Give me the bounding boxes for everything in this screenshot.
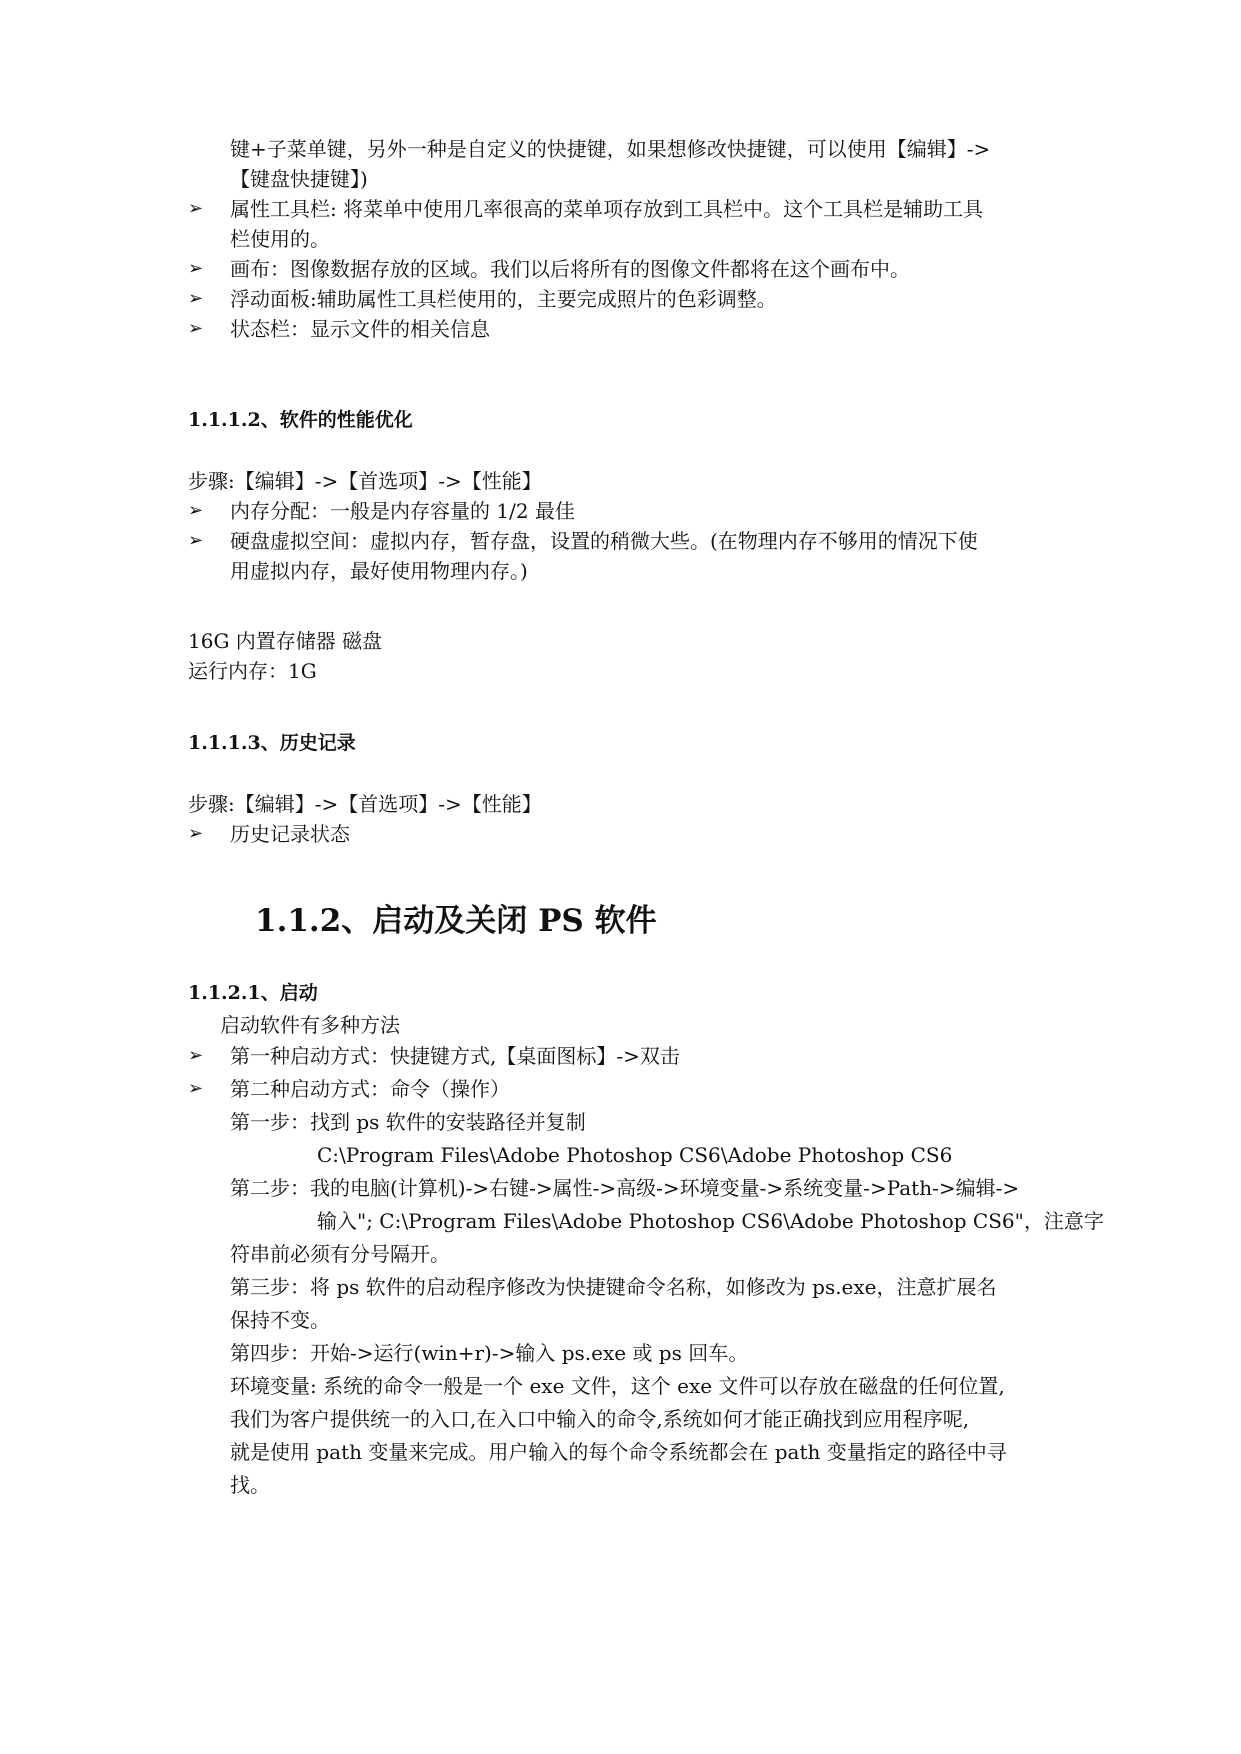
step-text: 第二步：我的电脑(计算机)->右键->属性->高级->环境变量->系统变量->Path->编辑-> bbox=[230, 1176, 1020, 1200]
steps-text: 步骤:【编辑】->【首选项】->【性能】 bbox=[188, 792, 542, 816]
bullet-item-text: 内存分配：一般是内存容量的 1/2 最佳 bbox=[230, 499, 575, 523]
env-text: 找。 bbox=[230, 1473, 270, 1497]
step-text: 第四步：开始->运行(win+r)->输入 ps.exe 或 ps 回车。 bbox=[230, 1341, 749, 1365]
bullet-item-text: 用虚拟内存，最好使用物理内存。) bbox=[230, 559, 528, 583]
bullet-item-text: 第二种启动方式：命令（操作） bbox=[230, 1077, 510, 1101]
steps-text: 步骤:【编辑】->【首选项】->【性能】 bbox=[188, 469, 542, 493]
intro-text: 启动软件有多种方法 bbox=[220, 1013, 400, 1037]
env-text: 就是使用 path 变量来完成。用户输入的每个命令系统都会在 path 变量指定的路径中寻 bbox=[230, 1440, 1007, 1464]
step-text: 保持不变。 bbox=[230, 1308, 330, 1332]
bullet-item-text: 浮动面板:辅助属性工具栏使用的，主要完成照片的色彩调整。 bbox=[230, 287, 777, 311]
bullet-arrow-icon: ➢ bbox=[188, 823, 204, 844]
continuation-text: 【键盘快捷键】) bbox=[230, 167, 368, 191]
step-text: 第一步：找到 ps 软件的安装路径并复制 bbox=[230, 1110, 586, 1134]
note-text: 运行内存：1G bbox=[188, 659, 317, 683]
bullet-arrow-icon: ➢ bbox=[188, 530, 204, 551]
bullet-item-text: 属性工具栏: 将菜单中使用几率很高的菜单项存放到工具栏中。这个工具栏是辅助工具 bbox=[230, 197, 984, 221]
bullet-arrow-icon: ➢ bbox=[188, 318, 204, 339]
bullet-item-text: 第一种启动方式：快捷键方式,【桌面图标】->双击 bbox=[230, 1044, 680, 1068]
continuation-text: 键+子菜单键，另外一种是自定义的快捷键，如果想修改快捷键，可以使用【编辑】-> bbox=[230, 137, 991, 161]
bullet-item-text: 历史记录状态 bbox=[230, 822, 350, 846]
step-text: 输入"; C:\Program Files\Adobe Photoshop CS6\Adobe Photoshop CS6"，注意字 bbox=[317, 1209, 1104, 1233]
bullet-arrow-icon: ➢ bbox=[188, 198, 204, 219]
chapter-heading: 1.1.2、启动及关闭 PS 软件 bbox=[255, 903, 657, 939]
bullet-arrow-icon: ➢ bbox=[188, 258, 204, 279]
bullet-arrow-icon: ➢ bbox=[188, 500, 204, 521]
bullet-arrow-icon: ➢ bbox=[188, 288, 204, 309]
env-text: 环境变量: 系统的命令一般是一个 exe 文件，这个 exe 文件可以存放在磁盘的任何位置, bbox=[230, 1374, 1005, 1398]
env-text: 我们为客户提供统一的入口,在入口中输入的命令,系统如何才能正确找到应用程序呢, bbox=[230, 1407, 970, 1431]
section-heading: 1.1.2.1、启动 bbox=[188, 982, 318, 1004]
bullet-item-text: 栏使用的。 bbox=[230, 227, 330, 251]
bullet-arrow-icon: ➢ bbox=[188, 1045, 204, 1066]
bullet-item-text: 画布：图像数据存放的区域。我们以后将所有的图像文件都将在这个画布中。 bbox=[230, 257, 910, 281]
bullet-item-text: 状态栏：显示文件的相关信息 bbox=[230, 317, 490, 341]
path-text: C:\Program Files\Adobe Photoshop CS6\Adobe Photoshop CS6 bbox=[317, 1143, 953, 1167]
section-heading: 1.1.1.3、历史记录 bbox=[188, 732, 356, 754]
step-text: 符串前必须有分号隔开。 bbox=[230, 1242, 450, 1266]
bullet-item-text: 硬盘虚拟空间：虚拟内存，暂存盘，设置的稍微大些。(在物理内存不够用的情况下使 bbox=[230, 529, 978, 553]
step-text: 第三步：将 ps 软件的启动程序修改为快捷键命令名称，如修改为 ps.exe，注意扩展名 bbox=[230, 1275, 997, 1299]
bullet-arrow-icon: ➢ bbox=[188, 1078, 204, 1099]
note-text: 16G 内置存储器 磁盘 bbox=[188, 629, 383, 653]
section-heading: 1.1.1.2、软件的性能优化 bbox=[188, 409, 413, 431]
